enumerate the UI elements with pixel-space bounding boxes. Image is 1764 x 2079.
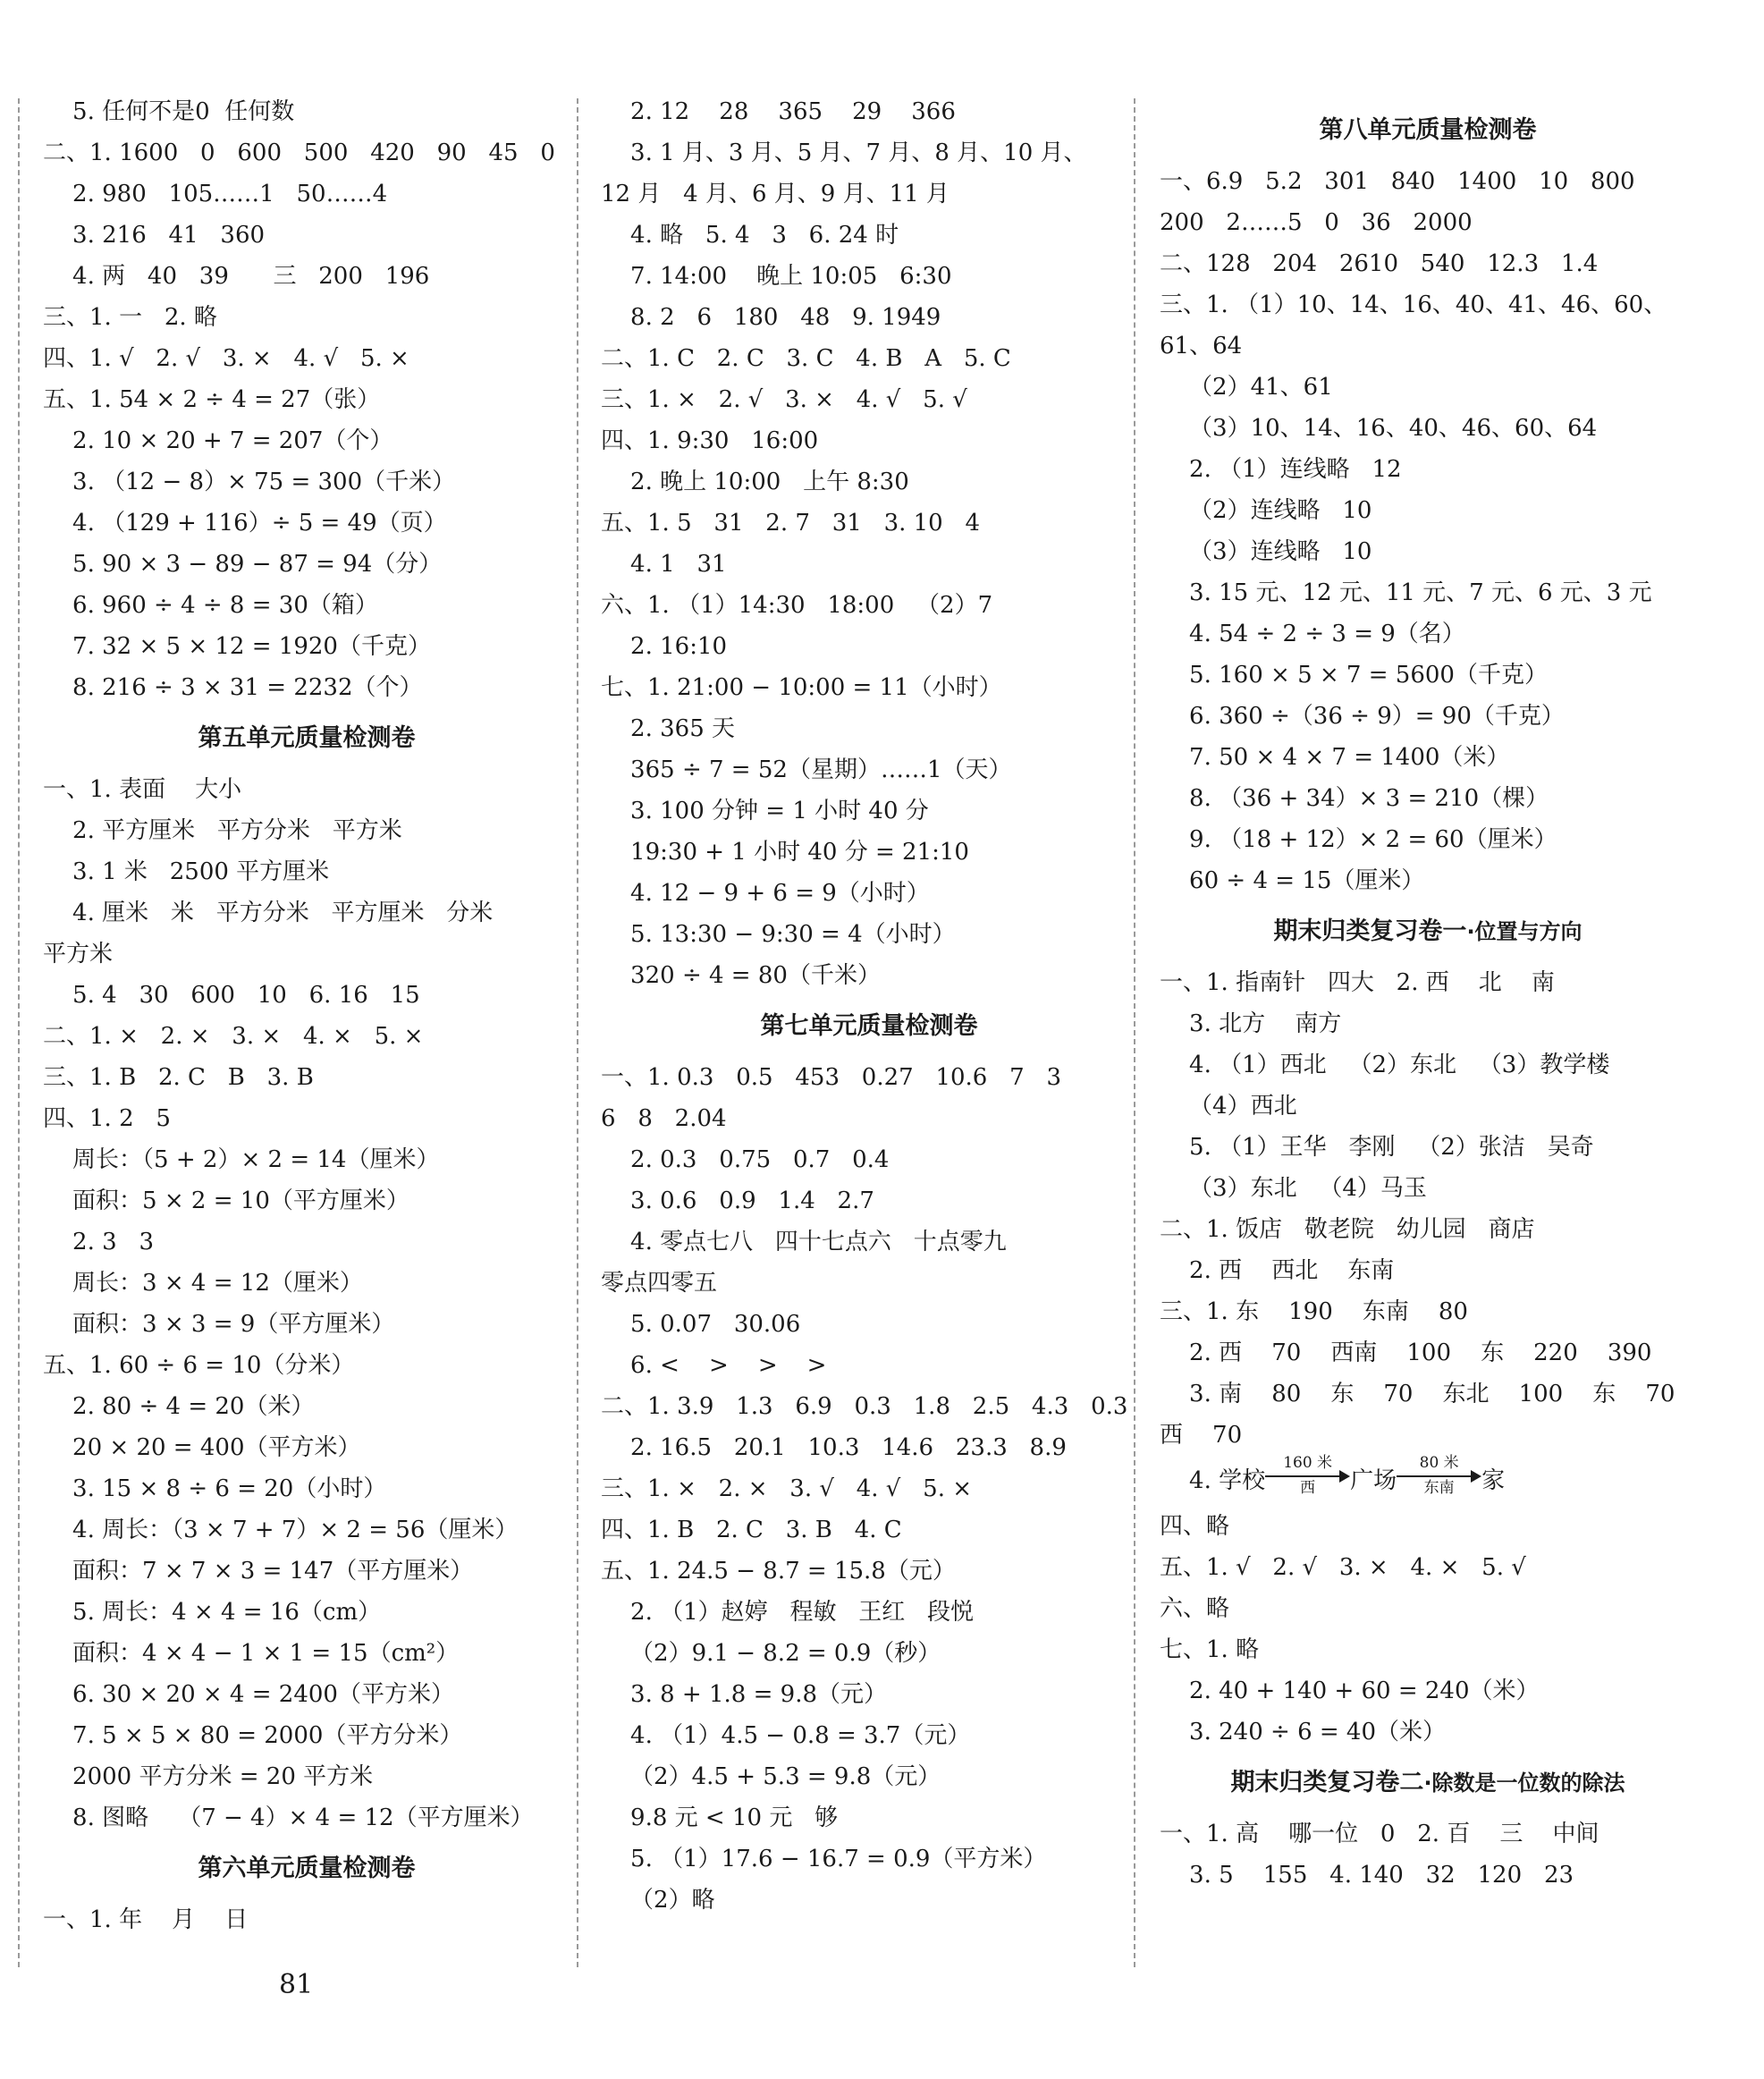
answer-line: 七、1. 略 bbox=[1160, 1636, 1260, 1663]
answer-line: 365 ÷ 7 = 52（星期）……1（天） bbox=[601, 756, 1012, 783]
answer-line: 3. 240 ÷ 6 = 40（米） bbox=[1160, 1719, 1447, 1745]
answer-line: 5. 任何不是0 任何数 bbox=[43, 98, 295, 125]
answer-line: （2）9.1 − 8.2 = 0.9（秒） bbox=[601, 1640, 941, 1667]
answer-line: 2. 980 105……1 50……4 bbox=[43, 181, 388, 207]
answer-line: 4. 两 40 39 三 200 196 bbox=[43, 263, 430, 290]
answer-line: 6. 30 × 20 × 4 = 2400（平方米） bbox=[43, 1681, 454, 1708]
answer-line: 四、1. 2 5 bbox=[43, 1105, 171, 1132]
answer-line: 6 8 2.04 bbox=[601, 1105, 727, 1132]
answer-line: 2. 40 + 140 + 60 = 240（米） bbox=[1160, 1678, 1540, 1704]
answer-block bbox=[1160, 962, 1696, 1456]
answer-line: 3. 北方 南方 bbox=[1160, 1010, 1342, 1037]
answer-line: （2）41、61 bbox=[1160, 374, 1333, 401]
answer-line: 4. 12 − 9 + 6 = 9（小时） bbox=[601, 880, 930, 907]
answer-line: 3. 南 80 东 70 东北 100 东 70 bbox=[1160, 1381, 1675, 1407]
answer-line: （2）略 bbox=[601, 1887, 715, 1914]
answer-line: 四、1. B 2. C 3. B 4. C bbox=[601, 1517, 902, 1543]
answer-line: 9.8 元 < 10 元 够 bbox=[601, 1804, 839, 1831]
answer-line: 3. 216 41 360 bbox=[43, 222, 266, 249]
route-arrow-1-distance: 160 米 bbox=[1283, 1454, 1333, 1472]
answer-line: 4. 54 ÷ 2 ÷ 3 = 9（名） bbox=[1160, 621, 1465, 647]
answer-line: 7. 5 × 5 × 80 = 2000（平方分米） bbox=[43, 1722, 463, 1749]
answer-line: 五、1. 54 × 2 ÷ 4 = 27（张） bbox=[43, 386, 381, 413]
answer-line: 20 × 20 = 400（平方米） bbox=[43, 1434, 361, 1461]
answer-line: 3. 15 元、12 元、11 元、7 元、6 元、3 元 bbox=[1160, 579, 1652, 606]
answer-line: 4. 厘米 米 平方分米 平方厘米 分米 bbox=[43, 900, 494, 926]
answer-line: 面积：3 × 3 = 9（平方厘米） bbox=[43, 1311, 395, 1338]
answer-line: 一、1. 表面 大小 bbox=[43, 776, 242, 803]
answer-line: 周长：（5 + 2）× 2 = 14（厘米） bbox=[43, 1146, 440, 1173]
answer-line: 4. 周长：（3 × 7 + 7）× 2 = 56（厘米） bbox=[43, 1517, 519, 1543]
answer-block bbox=[601, 1057, 1137, 1921]
answer-line: 一、1. 高 哪一位 0 2. 百 三 中间 bbox=[1160, 1821, 1599, 1847]
answer-block bbox=[1160, 1506, 1696, 1753]
answer-line: 2. 10 × 20 + 7 = 207（个） bbox=[43, 427, 393, 454]
answer-line: （2）4.5 + 5.3 = 9.8（元） bbox=[601, 1763, 941, 1790]
answer-line: 6. 360 ÷（36 ÷ 9）= 90（千克） bbox=[1160, 703, 1565, 730]
answer-line: 2000 平方分米 = 20 平方米 bbox=[43, 1763, 374, 1790]
answer-line: 一、1. 0.3 0.5 453 0.27 10.6 7 3 bbox=[601, 1064, 1062, 1091]
route-arrow-1 bbox=[1265, 1456, 1350, 1497]
answer-line: 5. 周长：4 × 4 = 16（cm） bbox=[43, 1599, 382, 1626]
answer-block bbox=[43, 1899, 570, 1940]
answer-line: 320 ÷ 4 = 80（千米） bbox=[601, 962, 881, 989]
answer-line: 二、128 204 2610 540 12.3 1.4 bbox=[1160, 250, 1599, 277]
answer-line: 三、1. （1）10、14、16、40、41、46、60、 bbox=[1160, 292, 1667, 318]
answer-line: 6. < > > > bbox=[601, 1352, 827, 1379]
answer-line: 3. 8 + 1.8 = 9.8（元） bbox=[601, 1681, 887, 1708]
page-number: 81 bbox=[279, 1969, 314, 2000]
answer-line: 2. 西 70 西南 100 东 220 390 bbox=[1160, 1340, 1652, 1366]
answer-block bbox=[43, 769, 570, 1838]
answer-line: 7. 32 × 5 × 12 = 1920（千克） bbox=[43, 633, 431, 660]
answer-line: 二、1. × 2. × 3. × 4. × 5. × bbox=[43, 1023, 424, 1050]
answer-block bbox=[43, 91, 570, 708]
answer-line: （4）西北 bbox=[1160, 1093, 1297, 1120]
route-mid: 广场 bbox=[1350, 1467, 1397, 1494]
answer-line: 8. 2 6 180 48 9. 1949 bbox=[601, 304, 941, 331]
answer-line: 平方米 bbox=[43, 941, 114, 968]
answer-line: 5. （1）王华 李刚 （2）张洁 吴奇 bbox=[1160, 1134, 1594, 1161]
answer-line: 一、1. 指南针 四大 2. 西 北 南 bbox=[1160, 969, 1555, 996]
answer-line: 一、1. 年 月 日 bbox=[43, 1906, 249, 1933]
answer-line: 三、1. 一 2. 略 bbox=[43, 304, 217, 331]
section-title-review2 bbox=[1160, 1753, 1696, 1813]
answer-line: 四、略 bbox=[1160, 1513, 1230, 1540]
answer-line: 一、6.9 5.2 301 840 1400 10 800 bbox=[1160, 168, 1635, 195]
answer-line: 六、1. （1）14:30 18:00 （2）7 bbox=[601, 592, 993, 619]
answer-line: 2. 365 天 bbox=[601, 715, 736, 742]
answer-line: 5. 90 × 3 − 89 − 87 = 94（分） bbox=[43, 551, 443, 578]
route-prefix: 4. 学校 bbox=[1160, 1467, 1266, 1494]
answer-line: （3）连线略 10 bbox=[1160, 538, 1372, 565]
answer-line: 3. 5 155 4. 140 32 120 23 bbox=[1160, 1862, 1574, 1889]
answer-line: 五、1. 24.5 − 8.7 = 15.8（元） bbox=[601, 1558, 956, 1585]
column-3 bbox=[1160, 100, 1696, 1896]
section-title-unit5: 第五单元质量检测卷 bbox=[198, 724, 416, 752]
answer-line: 60 ÷ 4 = 15（厘米） bbox=[1160, 867, 1425, 894]
answer-block bbox=[1160, 1813, 1696, 1896]
review1-title: 期末归类复习卷一 bbox=[1273, 917, 1467, 945]
answer-line: 19:30 + 1 小时 40 分 = 21:10 bbox=[601, 839, 969, 866]
answer-line: 6. 960 ÷ 4 ÷ 8 = 30（箱） bbox=[43, 592, 378, 619]
answer-line: 2. （1）连线略 12 bbox=[1160, 456, 1402, 483]
section-title-review1 bbox=[1160, 901, 1696, 962]
answer-line: 7. 14:00 晚上 10:05 6:30 bbox=[601, 263, 952, 290]
answer-line: 5. 160 × 5 × 7 = 5600（千克） bbox=[1160, 662, 1548, 689]
answer-line: 三、1. B 2. C B 3. B bbox=[43, 1064, 314, 1091]
answer-line: 2. 0.3 0.75 0.7 0.4 bbox=[601, 1146, 890, 1173]
answer-line: 2. 平方厘米 平方分米 平方米 bbox=[43, 817, 402, 844]
column-divider-1 bbox=[577, 98, 578, 1967]
answer-line: 8. 216 ÷ 3 × 31 = 2232（个） bbox=[43, 674, 423, 701]
review1-subtitle: ·位置与方向 bbox=[1466, 919, 1583, 944]
answer-line: 七、1. 21:00 − 10:00 = 11（小时） bbox=[601, 674, 1002, 701]
review2-subtitle: ·除数是一位数的除法 bbox=[1423, 1771, 1625, 1796]
answer-line: 2. 12 28 365 29 366 bbox=[601, 98, 956, 125]
answer-line: 六、略 bbox=[1160, 1595, 1230, 1622]
answer-line: 4. （1）4.5 − 0.8 = 3.7（元） bbox=[601, 1722, 971, 1749]
answer-line: 面积：4 × 4 − 1 × 1 = 15（cm²） bbox=[43, 1640, 460, 1667]
answer-line: （3）东北 （4）马玉 bbox=[1160, 1175, 1427, 1202]
answer-line: 五、1. 60 ÷ 6 = 10（分米） bbox=[43, 1352, 355, 1379]
answer-line: 5. 13:30 − 9:30 = 4（小时） bbox=[601, 921, 956, 948]
answer-line: 西 70 bbox=[1160, 1422, 1243, 1449]
answer-line: 三、1. × 2. × 3. √ 4. √ 5. × bbox=[601, 1475, 973, 1502]
route-arrow-2 bbox=[1397, 1456, 1481, 1497]
answer-line: 4. （129 + 116）÷ 5 = 49（页） bbox=[43, 510, 447, 537]
answer-line: 3. 0.6 0.9 1.4 2.7 bbox=[601, 1187, 874, 1214]
answer-line: 四、1. √ 2. √ 3. × 4. √ 5. × bbox=[43, 345, 409, 372]
answer-line: 61、64 bbox=[1160, 333, 1243, 359]
column-1 bbox=[43, 91, 570, 1940]
answer-line: 2. 80 ÷ 4 = 20（米） bbox=[43, 1393, 315, 1420]
answer-line: 8. 图略 （7 − 4）× 4 = 12（平方厘米） bbox=[43, 1804, 534, 1831]
answer-line: 5. 0.07 30.06 bbox=[601, 1311, 801, 1338]
answer-line: 2. 晚上 10:00 上午 8:30 bbox=[601, 469, 909, 495]
answer-line: 五、1. √ 2. √ 3. × 4. × 5. √ bbox=[1160, 1554, 1526, 1581]
answer-line: 8. （36 + 34）× 3 = 210（棵） bbox=[1160, 785, 1549, 812]
answer-line: 7. 50 × 4 × 7 = 1400（米） bbox=[1160, 744, 1510, 771]
answer-line: 4. 1 31 bbox=[601, 551, 727, 578]
answer-block bbox=[601, 91, 1137, 996]
answer-line: 面积：7 × 7 × 3 = 147（平方厘米） bbox=[43, 1558, 474, 1585]
answer-line: 二、1. C 2. C 3. C 4. B A 5. C bbox=[601, 345, 1011, 372]
answer-line: 3. 100 分钟 = 1 小时 40 分 bbox=[601, 798, 929, 824]
answer-line: 9. （18 + 12）× 2 = 60（厘米） bbox=[1160, 826, 1557, 853]
route-arrow-2-distance: 80 米 bbox=[1419, 1454, 1459, 1472]
answer-line: 4. 略 5. 4 3 6. 24 时 bbox=[601, 222, 899, 249]
route-arrow-1-direction: 西 bbox=[1300, 1479, 1316, 1497]
route-line bbox=[1160, 1456, 1696, 1506]
answer-line: 4. 零点七八 四十七点六 十点零九 bbox=[601, 1229, 1007, 1255]
answer-line: 3. 1 米 2500 平方厘米 bbox=[43, 858, 330, 885]
answer-block bbox=[1160, 161, 1696, 901]
answer-line: 2. 16.5 20.1 10.3 14.6 23.3 8.9 bbox=[601, 1434, 1067, 1461]
answer-line: （2）连线略 10 bbox=[1160, 497, 1372, 524]
column-divider-left bbox=[18, 98, 20, 1967]
answer-line: 2. 西 西北 东南 bbox=[1160, 1257, 1395, 1284]
answer-line: 12 月 4 月、6 月、9 月、11 月 bbox=[601, 181, 950, 207]
answer-line: 200 2……5 0 36 2000 bbox=[1160, 209, 1473, 236]
answer-line: 2. 3 3 bbox=[43, 1229, 155, 1255]
answer-line: 三、1. × 2. √ 3. × 4. √ 5. √ bbox=[601, 386, 967, 413]
section-title-unit8: 第八单元质量检测卷 bbox=[1319, 116, 1537, 144]
route-end: 家 bbox=[1481, 1467, 1506, 1494]
column-2 bbox=[601, 91, 1137, 1921]
answer-line: 2. 16:10 bbox=[601, 633, 728, 660]
answer-line: 3. 15 × 8 ÷ 6 = 20（小时） bbox=[43, 1475, 387, 1502]
answer-line: 二、1. 饭店 敬老院 幼儿园 商店 bbox=[1160, 1216, 1535, 1243]
answer-line: 二、1. 3.9 1.3 6.9 0.3 1.8 2.5 4.3 0.3 bbox=[601, 1393, 1128, 1420]
answer-line: 4. （1）西北 （2）东北 （3）教学楼 bbox=[1160, 1052, 1610, 1078]
section-title-unit7: 第七单元质量检测卷 bbox=[760, 1012, 978, 1040]
answer-line: 面积：5 × 2 = 10（平方厘米） bbox=[43, 1187, 409, 1214]
answer-line: 2. （1）赵婷 程敏 王红 段悦 bbox=[601, 1599, 975, 1626]
answer-line: 3. （12 − 8）× 75 = 300（千米） bbox=[43, 469, 456, 495]
answer-line: 四、1. 9:30 16:00 bbox=[601, 427, 819, 454]
answer-line: 三、1. 东 190 东南 80 bbox=[1160, 1298, 1468, 1325]
answer-line: 3. 1 月、3 月、5 月、7 月、8 月、10 月、 bbox=[601, 139, 1087, 166]
answer-line: 五、1. 5 31 2. 7 31 3. 10 4 bbox=[601, 510, 981, 537]
answer-line: 5. 4 30 600 10 6. 16 15 bbox=[43, 982, 420, 1009]
answer-line: 二、1. 1600 0 600 500 420 90 45 0 bbox=[43, 139, 555, 166]
answer-line: 周长：3 × 4 = 12（厘米） bbox=[43, 1270, 363, 1297]
section-title-unit6: 第六单元质量检测卷 bbox=[198, 1855, 416, 1882]
route-arrow-2-direction: 东南 bbox=[1423, 1479, 1455, 1497]
answer-line: 5. （1）17.6 − 16.7 = 0.9（平方米） bbox=[601, 1846, 1047, 1872]
review2-title: 期末归类复习卷二 bbox=[1230, 1769, 1424, 1796]
answer-line: （3）10、14、16、40、46、60、64 bbox=[1160, 415, 1598, 442]
answer-line: 零点四零五 bbox=[601, 1270, 718, 1297]
